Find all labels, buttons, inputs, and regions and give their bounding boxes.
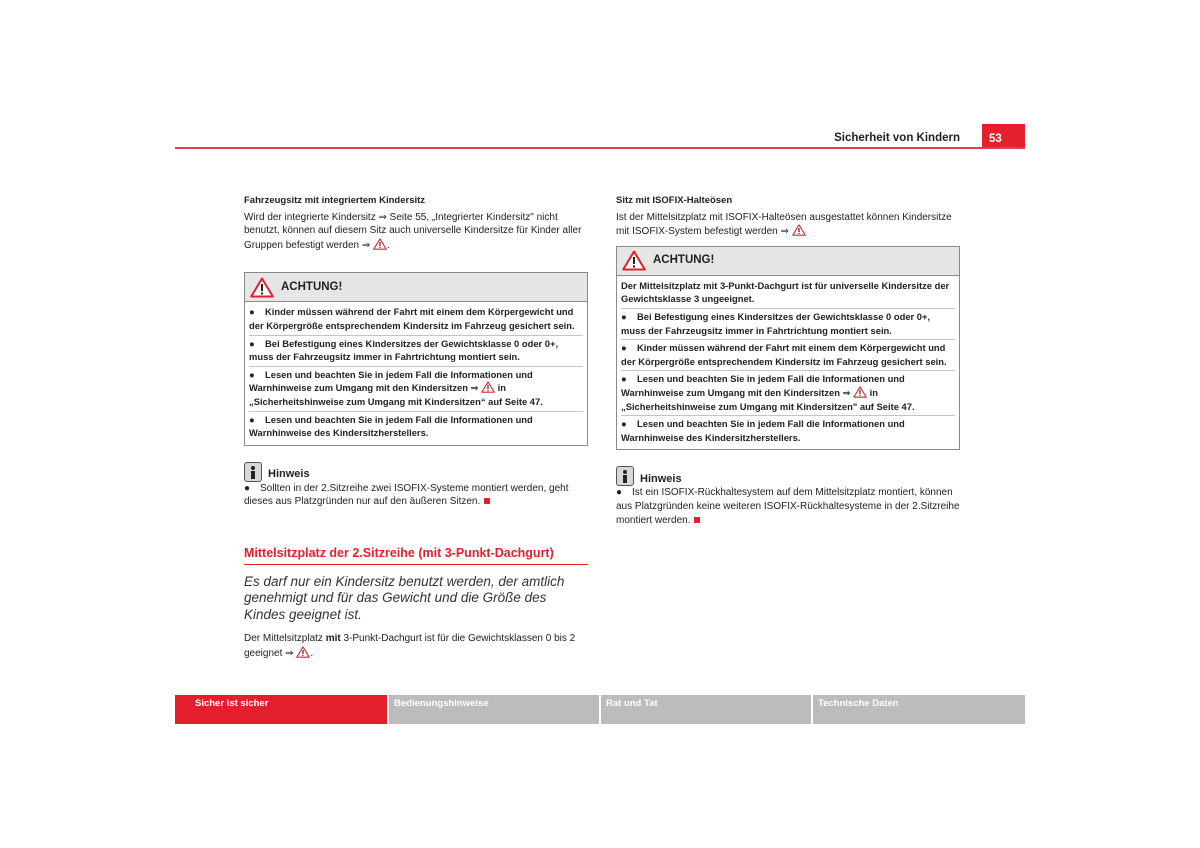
warning-box-body [245, 302, 587, 444]
warning-item: ● Lesen und beachten Sie in jedem Fall die Informationen und Warnhinweise zum Umgang mit den Kindersitzen ⇒ in „Sicherheitshinweise zum Umgang mit Kindersitzen“ auf Seite 47. [249, 367, 583, 412]
bullet-icon: ● [249, 368, 255, 380]
warning-label: ACHTUNG! [281, 280, 343, 293]
bullet-icon: ● [244, 482, 251, 494]
footer-tab-sicher-ist-sicher[interactable]: Sicher ist sicher [175, 695, 387, 724]
footer-tab-rat-und-tat[interactable]: Rat und Tat [601, 695, 811, 724]
left-column [244, 194, 588, 660]
warning-lead: Der Mittelsitzplatz mit 3-Punkt-Dachgurt ist für universelle Kindersitze der Gewichtsklasse 3 ungeeignet. [621, 278, 955, 309]
section-title-middle-seat: Mittelsitzplatz der 2.Sitzreihe (mit 3-Punkt-Dachgurt) [244, 547, 588, 565]
info-icon [616, 466, 634, 486]
warning-triangle-icon [622, 250, 646, 271]
warning-item: ● Kinder müssen während der Fahrt mit einem dem Körpergewicht und der Körpergröße entsprechendem Kindersitz im Fahrzeug gesichert sein. [249, 304, 583, 335]
paragraph-isofix: Ist der Mittelsitzplatz mit ISOFIX-Halteösen ausgestattet können Kindersitze mit ISOFIX-System befestigt werden ⇒ [616, 211, 952, 238]
warning-triangle-icon [250, 277, 274, 298]
bullet-icon: ● [621, 418, 627, 430]
warning-item: ● Bei Befestigung eines Kindersitzes der Gewichtsklasse 0 oder 0+, muss der Fahrzeugsitz immer in Fahrtrichtung montiert sein. [621, 309, 955, 340]
bullet-icon: ● [621, 373, 627, 385]
warning-box-header [617, 247, 959, 276]
paragraph-integrated-seat: Wird der integrierte Kindersitz ⇒ Seite 55, „Integrierter Kindersitz" nicht benutzt, können auf diesem Sitz auch universelle Kindersitze für Kinder aller Gruppen befestigt werden ⇒ . [244, 211, 582, 251]
bullet-icon: ● [621, 310, 627, 322]
warning-box-header [245, 273, 587, 302]
warning-item: ● Lesen und beachten Sie in jedem Fall die Informationen und Warnhinweise zum Umgang mit den Kindersitzen ⇒ in „Sicherheitshinweise zum Umgang mit Kindersitzen" auf Seite 47. [621, 371, 955, 416]
warning-item: ● Kinder müssen während der Fahrt mit einem dem Körpergewicht und der Körpergröße entsprechendem Kindersitz im Fahrzeug gesichert sein. [621, 340, 955, 371]
warning-item: ● Bei Befestigung eines Kindersitzes der Gewichtsklasse 0 oder 0+, muss der Fahrzeugsitz immer in Fahrtrichtung montiert sein. [249, 336, 583, 367]
note-label: Hinweis [268, 468, 310, 481]
note-text: ● Sollten in der 2.Sitzreihe zwei ISOFIX-Systeme montiert werden, geht dieses aus Platzgründen nur auf den äußeren Sitzen. [244, 482, 569, 508]
note-right [616, 464, 960, 527]
header-rule [175, 147, 1025, 149]
bullet-icon: ● [249, 413, 255, 425]
note-text: ● Ist ein ISOFIX-Rückhaltesystem auf dem Mittelsitzplatz montiert, können aus Platzgründen keine weiteren ISOFIX-Rückhaltesysteme in der 2.Sitzreihe montiert werden. [616, 487, 960, 526]
warning-triangle-icon[interactable] [792, 224, 806, 236]
paragraph-middle-seat: Der Mittelsitzplatz mit 3-Punkt-Dachgurt ist für die Gewichtsklassen 0 bis 2 geeignet ⇒ . [244, 633, 576, 659]
bullet-icon: ● [249, 337, 255, 349]
warning-item: ● Lesen und beachten Sie in jedem Fall die Informationen und Warnhinweise des Kindersitzherstellers. [249, 413, 533, 439]
page-number: 53 [982, 124, 1025, 148]
warning-box-body [617, 276, 959, 450]
warning-triangle-icon[interactable] [373, 238, 387, 250]
page-header-title: Sicherheit von Kindern [834, 132, 960, 144]
right-column [616, 194, 960, 527]
note-left [244, 460, 588, 509]
warning-triangle-icon[interactable] [296, 646, 310, 658]
end-mark-icon [484, 498, 490, 504]
section-intro: Es darf nur ein Kindersitz benutzt werden, der amtlich genehmigt und für das Gewicht und die Größe des Kindes geeignet ist. [244, 573, 565, 622]
bullet-icon: ● [621, 342, 627, 354]
bullet-icon: ● [249, 306, 255, 318]
warning-triangle-icon[interactable] [853, 386, 867, 398]
warning-box-left [244, 272, 588, 445]
bullet-icon: ● [616, 487, 623, 499]
footer-tab-bedienungshinweise[interactable]: Bedienungshinweise [389, 695, 599, 724]
warning-triangle-icon[interactable] [481, 381, 495, 393]
warning-item: ● Lesen und beachten Sie in jedem Fall die Informationen und Warnhinweise des Kindersitzherstellers. [621, 418, 905, 443]
end-mark-icon [694, 517, 700, 523]
info-icon [244, 462, 262, 482]
note-label: Hinweis [640, 472, 682, 485]
warning-label: ACHTUNG! [653, 253, 715, 266]
subheading-isofix: Sitz mit ISOFIX-Halteösen [616, 195, 733, 206]
warning-box-right [616, 246, 960, 451]
footer-tab-technische-daten[interactable]: Technische Daten [813, 695, 1025, 724]
subheading-integrated-seat: Fahrzeugsitz mit integriertem Kindersitz [244, 195, 426, 206]
